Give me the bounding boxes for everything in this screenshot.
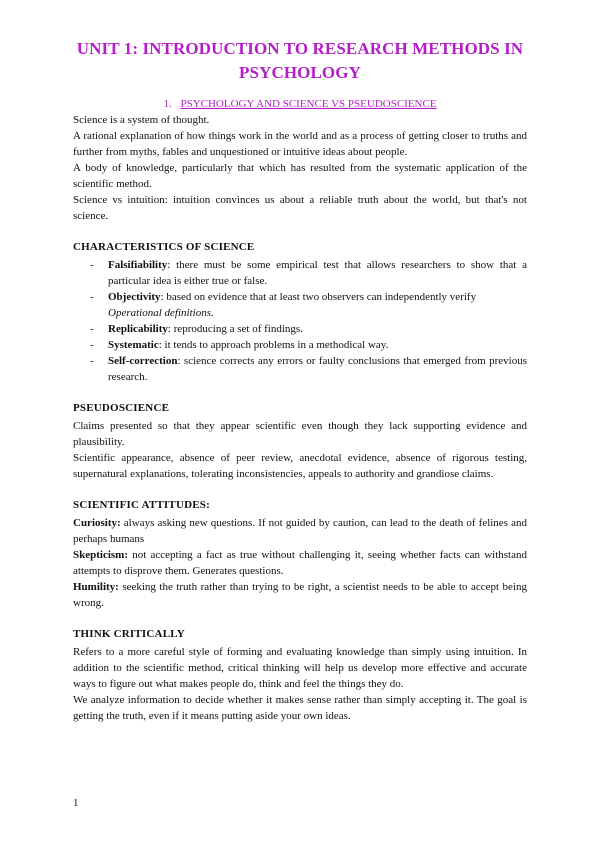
section-title: PSYCHOLOGY AND SCIENCE VS PSEUDOSCIENCE [180,98,437,110]
section-heading [73,97,527,112]
intro-paragraph-4: Science vs intuition: intuition convinces us about a reliable truth about the world, but that's not science. [73,194,527,222]
attitude-curiosity: Curiosity: always asking new questions. If not guided by caution, can lead to the death of felines and perhaps humans [73,517,527,545]
critical-paragraph-1: Refers to a more careful style of forming and evaluating knowledge than simply using intuition. In addition to the scientific method, critical thinking will help us develop more effective and accurate ways to figure out what makes people do, think and feel the things they do. [73,646,527,690]
attitude-humility: Humility: seeking the truth rather than trying to be right, a scientist needs to be able to accept being wrong. [73,581,527,609]
list-item: - Falsifiability: there must be some empirical test that allows researchers to show that a particular idea is either true or false. [90,259,527,287]
unit-title: UNIT 1: INTRODUCTION TO RESEARCH METHODS IN PSYCHOLOGY [76,39,524,82]
page-number: 1 [73,797,79,809]
critical-heading: THINK CRITICALLY [73,628,185,640]
pseudoscience-paragraph-1: Claims presented so that they appear scientific even though they lack supporting evidence and plausibility. [73,420,527,448]
attitudes-heading: SCIENTIFIC ATTITUDES: [73,499,210,511]
list-item: - Replicability: reproducing a set of findings. [90,323,303,335]
critical-paragraph-2: We analyze information to decide whether it makes sense rather than simply accepting it. The goal is getting the truth, even if it means putting aside your own ideas. [73,694,527,722]
pseudoscience-heading: PSEUDOSCIENCE [73,402,170,414]
characteristics-heading: CHARACTERISTICS OF SCIENCE [73,241,255,253]
list-item: - Objectivity: based on evidence that at least two observers can independently verify Operational definitions. [90,291,477,319]
list-item: - Systematic: it tends to approach problems in a methodical way. [90,339,389,351]
intro-paragraph-2: A rational explanation of how things work in the world and as a process of getting closer to truths and further from myths, fables and unquestioned or intuitive ideas about people. [73,130,527,158]
characteristics-list [73,257,527,385]
intro-paragraph-3: A body of knowledge, particularly that which has resulted from the systematic application of the scientific method. [73,162,527,190]
attitude-skepticism: Skepticism: not accepting a fact as true without challenging it, seeing whether facts can withstand attempts to disprove them. Generates questions. [73,549,527,577]
intro-paragraph-1: Science is a system of thought. [73,114,210,126]
document-page [73,37,527,724]
section-number: 1. [163,98,172,110]
pseudoscience-paragraph-2: Scientific appearance, absence of peer review, anecdotal evidence, absence of rigorous testing, supernatural explanations, tolerating inconsistencies, appeals to authority and grandiose claims. [73,452,527,480]
list-item: - Self-correction: science corrects any errors or faulty conclusions that emerged from previous research. [90,355,527,383]
